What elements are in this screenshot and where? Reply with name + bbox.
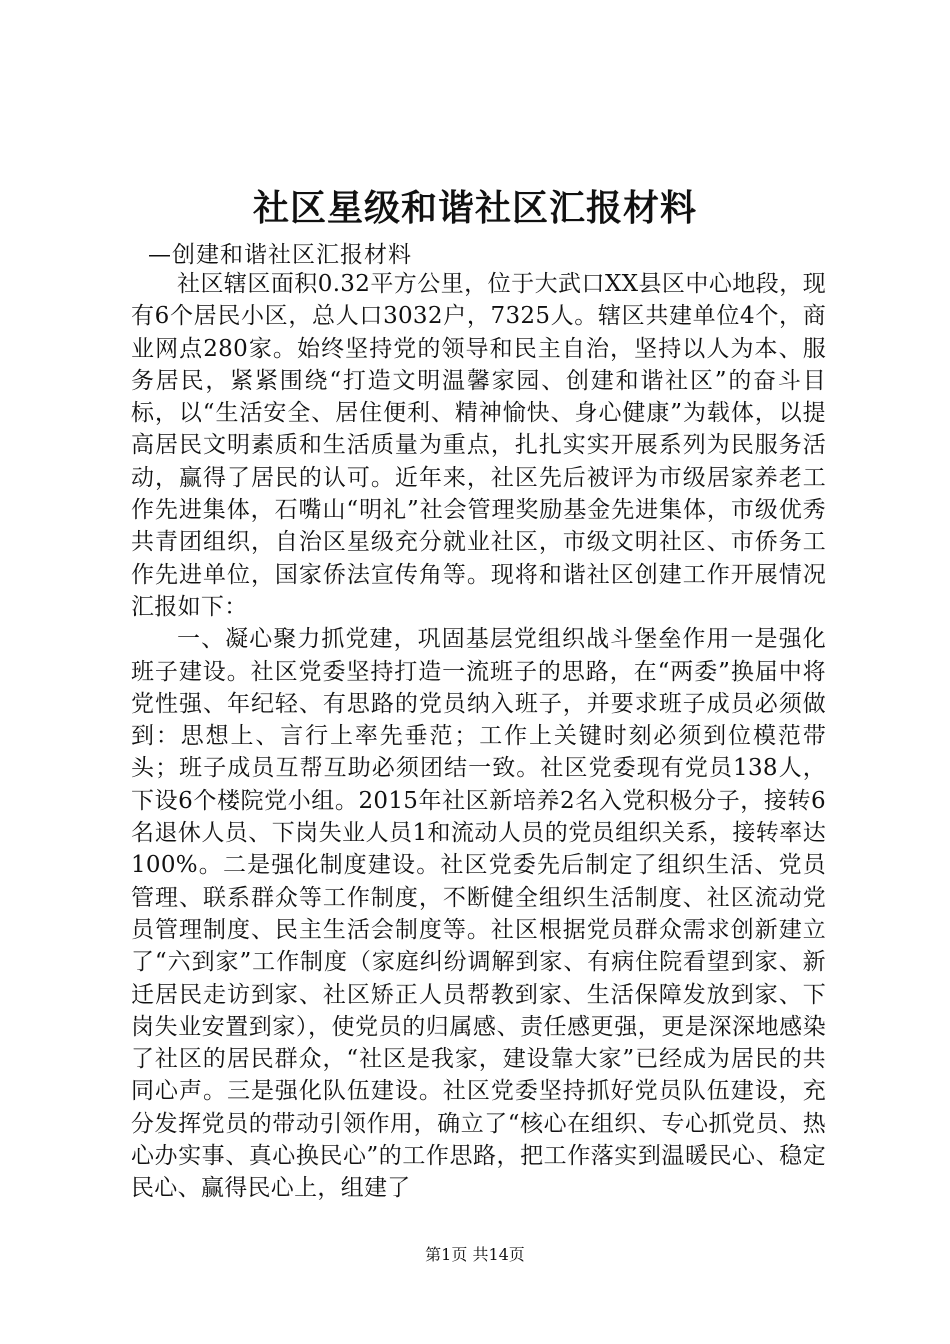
document-subtitle: —创建和谐社区汇报材料 bbox=[148, 242, 412, 268]
paragraph-intro: 社区辖区面积0.32平方公里，位于大武口XX县区中心地段，现有6个居民小区，总人口3032户，7325人。辖区共建单位4个，商业网点280家。始终坚持党的领导和民主自治，坚持以人为本、服务居民，紧紧围绕“打造文明温馨家园、创建和谐社区”的奋斗目标，以“生活安全、居住便利、精神愉快、身心健康”为载体，以提高居民文明素质和生活质量为重点，扎扎实实开展系列为民服务活动，赢得了居民的认可。近年来，社区先后被评为市级居家养老工作先进集体，石嘴山“明礼”社会管理奖励基金先进集体，市级优秀共青团组织，自治区星级充分就业社区，市级文明社区、市侨务工作先进单位，国家侨法宣传角等。现将和谐社区创建工作开展情况汇报如下： bbox=[131, 271, 826, 620]
paragraph-party-building: 一、凝心聚力抓党建，巩固基层党组织战斗堡垒作用一是强化班子建设。社区党委坚持打造一流班子的思路，在“两委”换届中将党性强、年纪轻、有思路的党员纳入班子，并要求班子成员必须做到：思想上、言行上率先垂范；工作上关键时刻必须到位模范带头；班子成员互帮互助必须团结一致。社区党委现有党员138人，下设6个楼院党小组。2015年社区新培养2名入党积极分子，接转6名退休人员、下岗失业人员1和流动人员的党员组织关系，接转率达100%。二是强化制度建设。社区党委先后制定了组织生活、党员管理、联系群众等工作制度，不断健全组织生活制度、社区流动党员管理制度、民主生活会制度等。社区根据党员群众需求创新建立了“六到家”工作制度（家庭纠纷调解到家、有病住院看望到家、新迁居民走访到家、社区矫正人员帮教到家、生活保障发放到家、下岗失业安置到家），使党员的归属感、责任感更强，更是深深地感染了社区的居民群众，“社区是我家，建设靠大家”已经成为居民的共同心声。三是强化队伍建设。社区党委坚持抓好党员队伍建设，充分发挥党员的带动引领作用，确立了“核心在组织、专心抓党员、热心办实事、真心换民心”的工作思路，把工作落实到温暖民心、稳定民心、赢得民心上，组建了 bbox=[131, 626, 826, 1202]
document-title: 社区星级和谐社区汇报材料 bbox=[252, 187, 697, 229]
page-footer: 第1页 共14页 bbox=[425, 1245, 525, 1264]
document-body bbox=[131, 268, 826, 1205]
